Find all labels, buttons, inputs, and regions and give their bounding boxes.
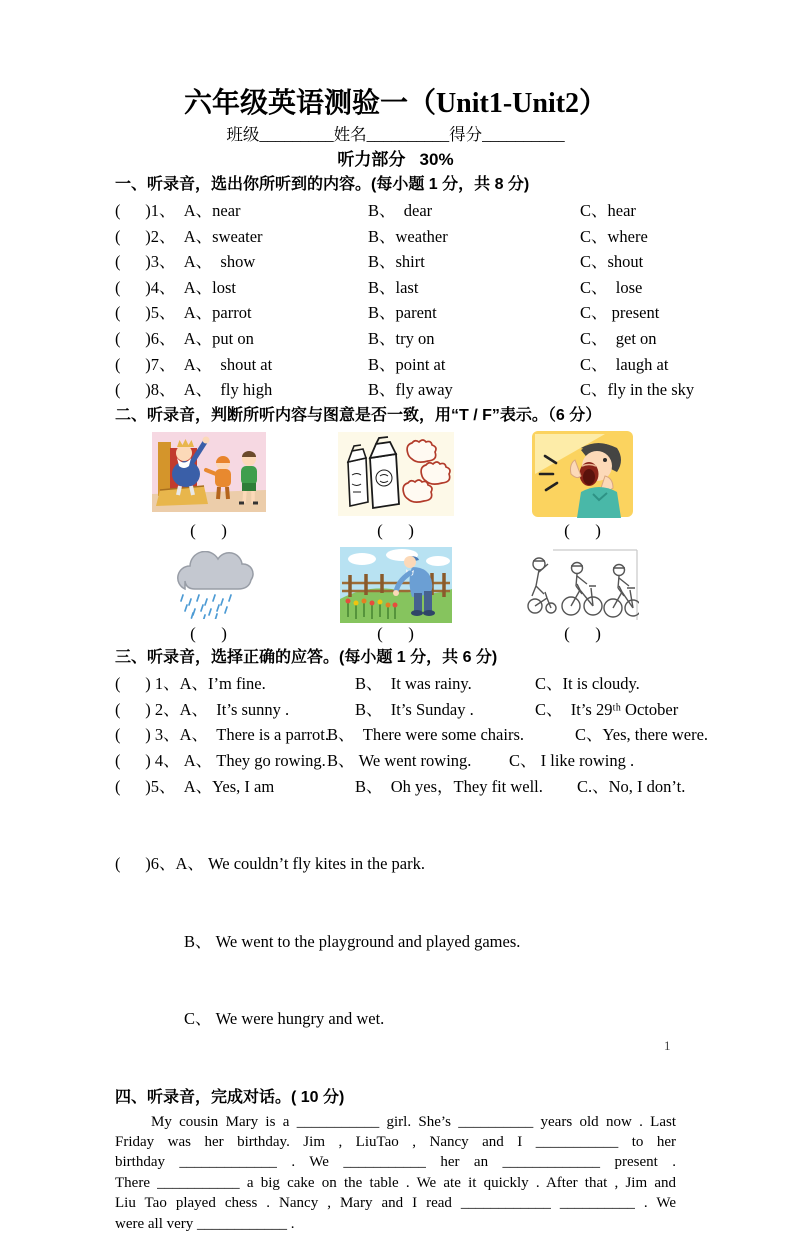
question-row [115,275,676,301]
student-info-line [115,122,676,148]
class-label: 班级 [226,125,260,144]
picture-man-picking-flowers [302,546,489,624]
class-blank: _________ [259,125,334,144]
king-and-children-illustration [150,430,268,518]
man-picking-flowers-illustration [340,547,452,623]
question-row [115,326,676,352]
picture-children-riding-bikes [489,546,676,624]
children-riding-bikes-illustration [527,546,639,624]
option-a: ( )6、 A、put on [115,328,254,348]
option-a: ( )7、 A、 shout at [115,354,273,374]
option-b: B、fly away [368,380,453,400]
answer-bracket: ( ) [377,520,414,540]
section-2-header: 二、听录音，判断所听内容与图意是否一致，用“T / F”表示。（6 分） [115,406,602,424]
option-c: C、 laugh at [580,354,669,374]
section-1-header: 一、听录音，选出你所听到的内容。(每小题 1 分，共 8 分) [115,176,530,193]
option-a: ( )3、 A、 show [115,252,256,272]
question-row [115,352,676,378]
question-row [115,774,686,800]
answer-bracket-row-1 [115,519,676,542]
option-c: C、hear [580,201,636,220]
option-b: B、weather [368,226,448,246]
question-row [115,300,676,326]
option-b: B、shirt [368,252,425,272]
option-a: ( )1、 A、near [115,201,241,220]
option-a: ( ) 1、A、I’m fine. [115,673,266,693]
question-row [115,697,679,723]
option-b: B、try on [368,328,435,348]
option-b: B、 It was rainy. [355,673,472,693]
section-3 [115,645,709,1084]
score-label: 得分 [449,125,483,144]
option-c: C、 I like rowing . [509,751,635,771]
option-a: ( )5、 A、Yes, I am [115,776,275,796]
question-row [115,377,695,403]
name-blank: __________ [366,125,450,144]
answer-bracket: ( ) [377,623,414,643]
question-row [115,249,676,275]
score-blank: __________ [482,125,565,144]
picture-king-and-children [115,429,302,519]
option-b: B、parent [368,303,437,323]
option-c: C、Yes, there were. [575,725,709,745]
cloze-line: There ___________ a big cake on the table . We ate it quickly . After that , Jim and [115,1174,676,1191]
picture-rain-cloud [115,546,302,624]
option-b: B、 We went rowing. [327,751,472,771]
option-a: ( )4、 A、lost [115,277,236,297]
answer-bracket: ( ) [564,520,601,540]
section-1 [115,172,695,403]
option-c: C、 We were hungry and wet. [184,1009,385,1029]
answer-bracket-row-2 [115,622,676,645]
option-b: B、 Oh yes，They fit well. [355,776,543,796]
cloze-paragraph [115,1112,676,1234]
cloze-line: Friday was her birthday. Jim , LiuTao , Nancy and I ___________ to her [115,1133,676,1150]
question-row [115,198,676,224]
option-a: ( )6、A、 We couldn’t fly kites in the park. [115,854,425,874]
option-b: B、point at [368,354,446,374]
question-row [115,800,676,1084]
option-a: ( )8、 A、 fly high [115,380,273,400]
rain-cloud-illustration [159,551,259,619]
option-b: B、 There were some chairs. [327,725,525,745]
milk-cartons-and-chickens-illustration [338,432,454,516]
picture-milk-cartons-and-chickens [302,429,489,519]
question-row [115,722,709,748]
cloze-line: Liu Tao played chess . Nancy , Mary and I read ____________ __________ . We [115,1195,676,1212]
name-label: 姓名 [333,125,367,144]
question-row [115,224,676,250]
answer-bracket: ( ) [190,623,227,643]
option-a: ( ) 4、 A、 They go rowing. [115,751,326,771]
option-b: B、last [368,277,419,297]
option-c: C.、No, I don’t. [577,776,686,796]
section-3-header: 三、听录音，选择正确的应答。(每小题 1 分，共 6 分) [115,648,498,666]
option-c: C、 It’s 29ᵗʰ October [535,699,679,719]
cloze-line: My cousin Mary is a ___________ girl. She’s __________ years old now . Last [151,1113,676,1130]
answer-bracket: ( ) [190,520,227,540]
option-c: C、shout [580,252,644,272]
option-b: B、 We went to the playground and played games. [184,931,521,951]
option-a: ( ) 3、A、 There is a parrot. [115,725,329,745]
page-number: 1 [664,1038,671,1053]
option-c: C、where [580,226,648,246]
option-b: B、 It’s Sunday . [355,699,474,719]
section-4 [115,1084,676,1234]
cloze-line: birthday _____________ . We ___________ her an _____________ present . [115,1154,676,1171]
cloze-line: were all very ____________ . [115,1215,295,1232]
option-c: C、 get on [580,328,657,348]
option-a: ( )2、 A、sweater [115,226,263,246]
section-4-header: 四、听录音，完成对话。( 10 分) [115,1088,345,1106]
page-title: 六年级英语测验一（Unit1-Unit2） [183,88,608,119]
question-row [115,748,676,774]
answer-bracket: ( ) [564,623,601,643]
option-c: C、fly in the sky [580,380,695,400]
picture-boy-shouting [489,429,676,519]
option-a: ( )5、 A、parrot [115,303,252,323]
picture-row-2 [115,546,676,622]
picture-row-1 [115,429,676,519]
option-b: B、 dear [368,201,433,220]
question-row [115,671,676,697]
section-2 [115,403,676,645]
option-c: C、 present [580,303,660,323]
option-c: C、It is cloudy. [535,673,640,693]
option-c: C、 lose [580,277,643,297]
option-a: ( ) 2、A、 It’s sunny . [115,699,290,719]
listening-part-header: 听力部分 30% [337,150,454,169]
boy-shouting-illustration [531,430,634,518]
